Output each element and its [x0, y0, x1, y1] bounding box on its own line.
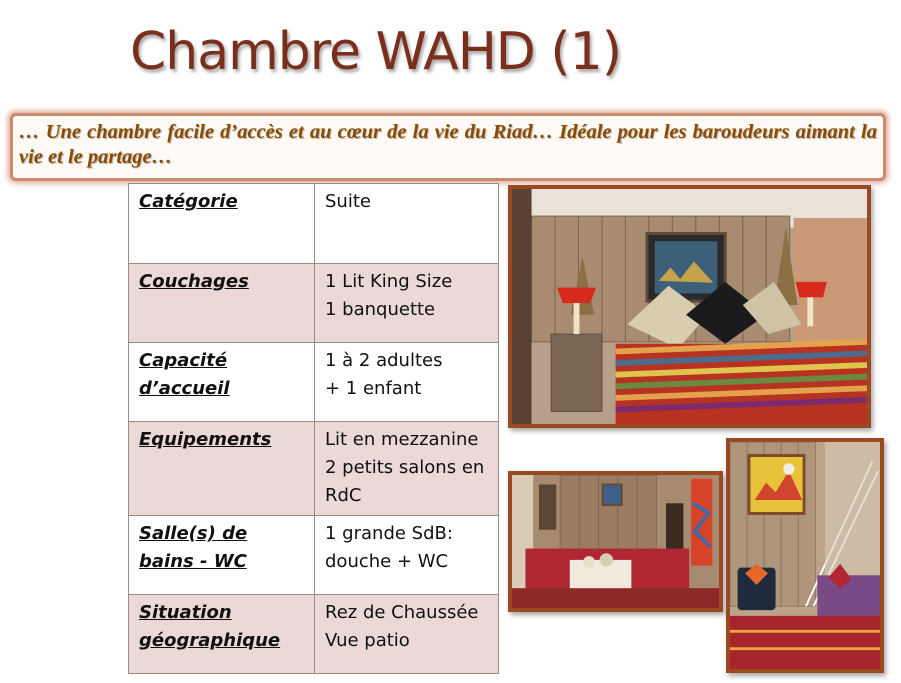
mezzanine-photo: [726, 438, 884, 673]
row-value: [315, 422, 499, 516]
row-label: Salle(s) de bains - WC: [129, 516, 315, 595]
row-label: Situation géographique: [129, 595, 315, 674]
table-row: [129, 516, 499, 595]
table-row: [129, 343, 499, 422]
page-title: Chambre WAHD (1): [130, 22, 622, 82]
value-line: Lit en mezzanine: [325, 429, 479, 450]
row-value: [315, 343, 499, 422]
table-row: [129, 264, 499, 343]
room-info-table: [128, 183, 499, 674]
row-label: Equipements: [129, 422, 315, 516]
value-line: 1 banquette: [325, 299, 436, 320]
bedroom-photo-image: [512, 189, 867, 424]
intro-text: … Une chambre facile d’accès et au cœur de la vie du Riad… Idéale pour les baroudeurs aimant la vie et le partage…: [19, 121, 877, 168]
salon-photo-image: [512, 475, 719, 608]
row-value: [315, 516, 499, 595]
row-label: Capacité d’accueil: [129, 343, 315, 422]
salon-photo: [508, 471, 723, 612]
table-row: [129, 595, 499, 674]
value-line: 1 Lit King Size: [325, 271, 453, 292]
value-line: Rez de Chaussée: [325, 602, 479, 623]
value-line: 2 petits salons en RdC: [325, 457, 485, 506]
row-value: [315, 595, 499, 674]
table-row: [129, 184, 499, 264]
value-line: douche + WC: [325, 551, 449, 572]
value-line: + 1 enfant: [325, 378, 422, 399]
row-value: [315, 264, 499, 343]
intro-banner: [10, 113, 886, 181]
row-value: [315, 184, 499, 264]
mezzanine-photo-image: [730, 442, 880, 669]
row-label: Catégorie: [129, 184, 315, 264]
row-label: Couchages: [129, 264, 315, 343]
bedroom-photo: [508, 185, 871, 428]
value-line: Suite: [325, 191, 371, 212]
table-row: [129, 422, 499, 516]
value-line: 1 à 2 adultes: [325, 350, 443, 371]
value-line: 1 grande SdB:: [325, 523, 453, 544]
value-line: Vue patio: [325, 630, 410, 651]
